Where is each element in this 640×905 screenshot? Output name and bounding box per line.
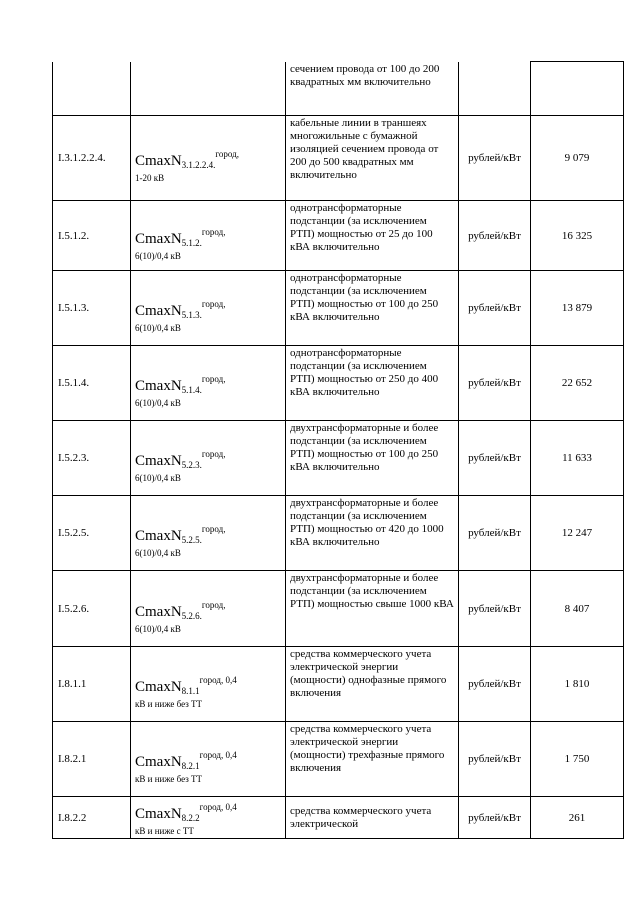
row-code: I.5.2.5. xyxy=(53,496,131,571)
table-row xyxy=(53,722,624,797)
formula-voltage: кВ и ниже без ТТ xyxy=(135,699,203,709)
row-code xyxy=(53,62,131,116)
row-description: двухтрансформаторные и более подстанции (за исключением РТП) мощностью свыше 1000 кВА xyxy=(286,571,459,647)
row-description: средства коммерческого учета электрической xyxy=(286,797,459,839)
row-unit: рублей/кВт xyxy=(459,647,531,722)
table-row xyxy=(53,201,624,271)
row-formula xyxy=(131,201,286,271)
formula-voltage: 6(10)/0,4 кВ xyxy=(135,473,181,483)
row-description: двухтрансформаторные и более подстанции (за исключением РТП) мощностью от 100 до 250 кВА включительно xyxy=(286,421,459,496)
row-description: однотрансформаторные подстанции (за исключением РТП) мощностью от 250 до 400 кВА включительно xyxy=(286,346,459,421)
row-formula xyxy=(131,647,286,722)
formula: CmaxN$_{8.1.1}^{город, 0,4}$ xyxy=(135,675,237,696)
row-code: I.8.1.1 xyxy=(53,647,131,722)
formula: CmaxN$_{5.2.5.}^{город,}$ xyxy=(135,524,226,545)
row-formula xyxy=(131,421,286,496)
table-row xyxy=(53,421,624,496)
formula: CmaxN$_{3.1.2.2.4.}^{город,}$ xyxy=(135,149,239,170)
formula-voltage: 6(10)/0,4 кВ xyxy=(135,323,181,333)
row-formula xyxy=(131,722,286,797)
row-code: I.5.2.6. xyxy=(53,571,131,647)
row-formula xyxy=(131,496,286,571)
row-unit: рублей/кВт xyxy=(459,201,531,271)
row-code: I.8.2.2 xyxy=(53,797,131,839)
tariff-table xyxy=(52,61,624,839)
row-description: кабельные линии в траншеях многожильные с бумажной изоляцией сечением провода от 200 до 500 квадратных мм включительно xyxy=(286,116,459,201)
row-unit: рублей/кВт xyxy=(459,571,531,647)
row-description: сечением провода от 100 до 200 квадратных мм включительно xyxy=(286,62,459,116)
row-unit: рублей/кВт xyxy=(459,722,531,797)
row-unit: рублей/кВт xyxy=(459,496,531,571)
formula-voltage: 6(10)/0,4 кВ xyxy=(135,548,181,558)
row-unit: рублей/кВт xyxy=(459,421,531,496)
formula: CmaxN$_{5.1.2.}^{город,}$ xyxy=(135,226,226,248)
formula: CmaxN$_{8.2.1}^{город, 0,4}$ xyxy=(135,750,237,771)
table-row xyxy=(53,116,624,201)
row-value: 12 247 xyxy=(531,496,624,571)
row-code: I.5.1.2. xyxy=(53,201,131,271)
row-description: однотрансформаторные подстанции (за исключением РТП) мощностью от 100 до 250 кВА включительно xyxy=(286,271,459,346)
row-value: 8 407 xyxy=(531,571,624,647)
table-row xyxy=(53,797,624,839)
row-unit: рублей/кВт xyxy=(459,797,531,839)
row-value: 22 652 xyxy=(531,346,624,421)
row-code: I.5.2.3. xyxy=(53,421,131,496)
row-formula xyxy=(131,797,286,839)
row-value: 1 810 xyxy=(531,647,624,722)
formula-voltage: 1-20 кВ xyxy=(135,173,165,183)
row-description: однотрансформаторные подстанции (за исключением РТП) мощностью от 25 до 100 кВА включительно xyxy=(286,201,459,271)
table-row xyxy=(53,496,624,571)
row-code: I.3.1.2.2.4. xyxy=(53,116,131,201)
row-unit xyxy=(459,62,531,116)
formula: CmaxN$_{5.2.6.}^{город,}$ xyxy=(135,599,226,621)
table-row xyxy=(53,271,624,346)
row-formula xyxy=(131,346,286,421)
row-value: 261 xyxy=(531,797,624,839)
row-value: 16 325 xyxy=(531,201,624,271)
formula: CmaxN$_{8.2.2}^{город, 0,4}$ xyxy=(135,801,237,823)
formula: CmaxN$_{5.1.3.}^{город,}$ xyxy=(135,299,226,320)
row-value: 1 750 xyxy=(531,722,624,797)
formula-voltage: 6(10)/0,4 кВ xyxy=(135,250,181,261)
row-description: средства коммерческого учета электрической энергии (мощности) трехфазные прямого включения xyxy=(286,722,459,797)
row-formula xyxy=(131,571,286,647)
formula-voltage: кВ и ниже без ТТ xyxy=(135,774,203,784)
row-code: I.8.2.1 xyxy=(53,722,131,797)
table-row xyxy=(53,62,624,116)
formula: CmaxN$_{5.1.4.}^{город,}$ xyxy=(135,374,226,395)
row-formula xyxy=(131,116,286,201)
row-value: 11 633 xyxy=(531,421,624,496)
row-value xyxy=(531,62,624,116)
table-row xyxy=(53,346,624,421)
row-unit: рублей/кВт xyxy=(459,116,531,201)
row-value: 13 879 xyxy=(531,271,624,346)
formula-voltage: 6(10)/0,4 кВ xyxy=(135,398,181,408)
row-code: I.5.1.3. xyxy=(53,271,131,346)
row-description: двухтрансформаторные и более подстанции (за исключением РТП) мощностью от 420 до 1000 кВА включительно xyxy=(286,496,459,571)
formula-voltage: кВ и ниже с ТТ xyxy=(135,825,194,836)
row-value: 9 079 xyxy=(531,116,624,201)
table-row xyxy=(53,571,624,647)
row-formula xyxy=(131,62,286,116)
table-row xyxy=(53,647,624,722)
row-formula xyxy=(131,271,286,346)
formula-voltage: 6(10)/0,4 кВ xyxy=(135,623,181,634)
row-code: I.5.1.4. xyxy=(53,346,131,421)
row-unit: рублей/кВт xyxy=(459,346,531,421)
row-unit: рублей/кВт xyxy=(459,271,531,346)
formula: CmaxN$_{5.2.3.}^{город,}$ xyxy=(135,449,226,470)
row-description: средства коммерческого учета электрической энергии (мощности) однофазные прямого включения xyxy=(286,647,459,722)
